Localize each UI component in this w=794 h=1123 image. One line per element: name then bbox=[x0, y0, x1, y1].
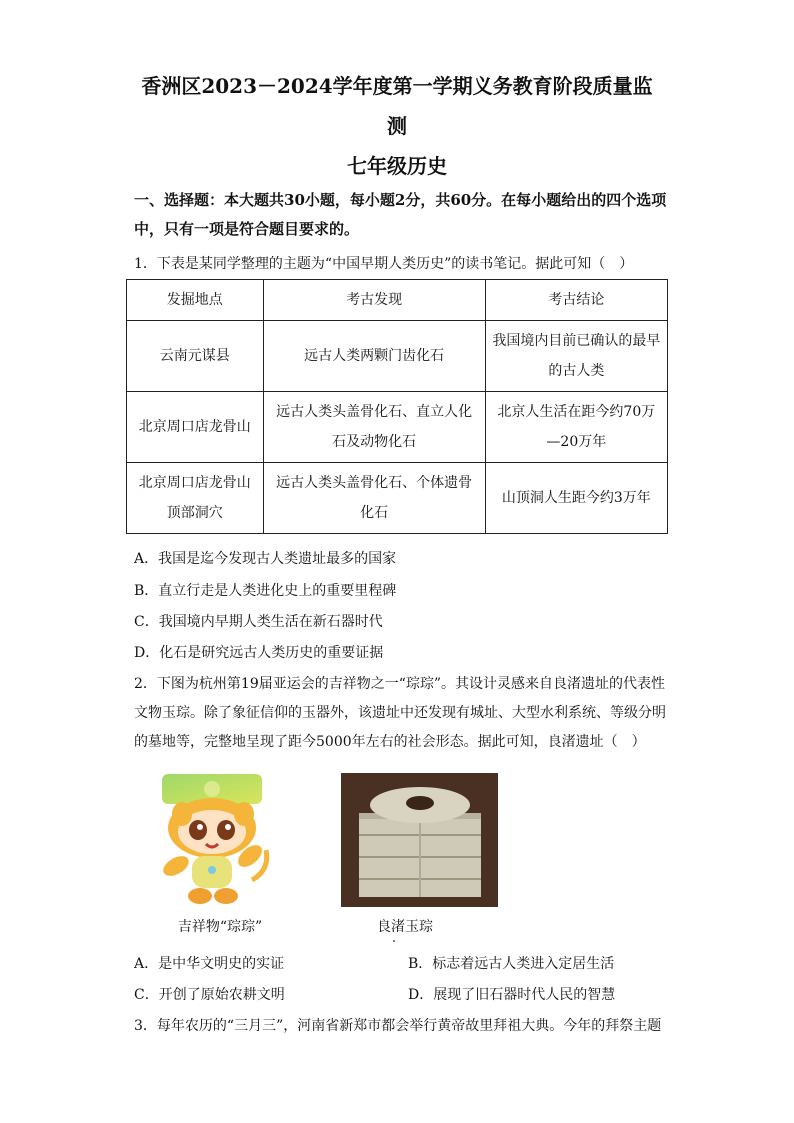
table-cell: 山顶洞人生距今约3万年 bbox=[485, 463, 667, 534]
table-cell: 远古人类两颗门齿化石 bbox=[263, 321, 485, 392]
table-header-cell: 考古发现 bbox=[263, 280, 485, 321]
table-header-cell: 发掘地点 bbox=[127, 280, 264, 321]
q2-option-d: D．展现了旧石器时代人民的智慧 bbox=[408, 987, 616, 1003]
table-cell: 北京人生活在距今约70万—20万年 bbox=[485, 392, 667, 463]
table-cell: 北京周口店龙骨山顶部洞穴 bbox=[127, 463, 264, 534]
mascot-illustration bbox=[140, 770, 290, 910]
table-header-cell: 考古结论 bbox=[485, 280, 667, 321]
exam-title-line1: 香洲区2023－2024学年度第一学期义务教育阶段质量监 bbox=[141, 74, 653, 98]
reading-notes-table bbox=[126, 279, 668, 534]
mascot-congcong-image bbox=[140, 770, 290, 910]
question-2-stem: 2．下图为杭州第19届亚运会的吉祥物之一“琮琮”。其设计灵感来自良渚遗址的代表性文物玉琮。除了象征信仰的玉器外，该遗址中还发现有城址、大型水利系统、等级分明的墓地等，完整地呈现了距今5000年左右的社会形态。据此可知，良渚遗址（ ） bbox=[134, 676, 666, 750]
table-row bbox=[127, 321, 668, 392]
table-header-row bbox=[127, 280, 668, 321]
table-cell: 远古人类头盖骨化石、直立人化石及动物化石 bbox=[263, 392, 485, 463]
jade-cong-caption: 良渚玉琮 bbox=[377, 919, 433, 935]
q1-option-a: A．我国是迄今发现古人类遗址最多的国家 bbox=[134, 551, 397, 567]
question-3-stem: 3．每年农历的“三月三”，河南省新郑市都会举行黄帝故里拜祖大典。今年的拜祭主题 bbox=[134, 1018, 662, 1034]
q1-option-b: B．直立行走是人类进化史上的重要里程碑 bbox=[134, 583, 397, 599]
q2-option-a: A．是中华文明史的实证 bbox=[134, 956, 285, 972]
table-cell: 我国境内目前已确认的最早的古人类 bbox=[485, 321, 667, 392]
q2-option-b: B．标志着远古人类进入定居生活 bbox=[408, 956, 615, 972]
table-cell: 北京周口店龙骨山 bbox=[127, 392, 264, 463]
table-row bbox=[127, 392, 668, 463]
jade-cong-image bbox=[341, 773, 498, 907]
jade-cong-illustration bbox=[341, 773, 498, 907]
table-cell: 远古人类头盖骨化石、个体遗骨化石 bbox=[263, 463, 485, 534]
question-1-stem: 1．下表是某同学整理的主题为“中国早期人类历史”的读书笔记。据此可知（ ） bbox=[134, 256, 634, 272]
table-cell: 云南元谋县 bbox=[127, 321, 264, 392]
exam-title-line2: 测 bbox=[387, 114, 407, 138]
section-heading: 一、选择题：本大题共30小题，每小题2分，共60分。在每小题给出的四个选项中，只有一项是符合题目要求的。 bbox=[134, 191, 667, 238]
mascot-caption: 吉祥物“琮琮” bbox=[177, 919, 263, 935]
exam-subtitle: 七年级历史 bbox=[347, 154, 447, 178]
q2-option-c: C．开创了原始农耕文明 bbox=[134, 987, 285, 1003]
table-row bbox=[127, 463, 668, 534]
q1-option-d: D．化石是研究远古人类历史的重要证据 bbox=[134, 645, 384, 661]
q1-option-c: C．我国境内早期人类生活在新石器时代 bbox=[134, 614, 383, 630]
stray-dot bbox=[393, 940, 395, 942]
